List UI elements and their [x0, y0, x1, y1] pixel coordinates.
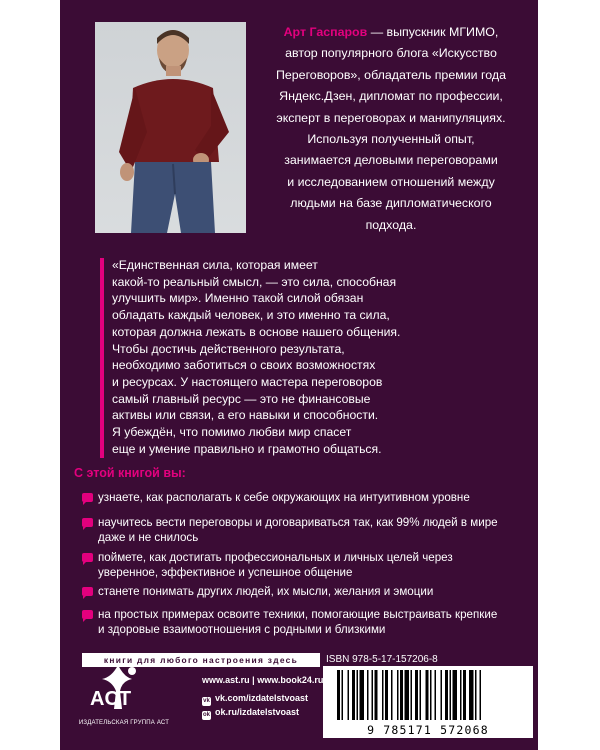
benefit-text: поймете, как достигать профессиональных и личных целей через: [98, 551, 453, 564]
quote-line: еще и умение правильно и грамотно общаться.: [112, 441, 382, 456]
quote-line: «Единственная сила, которая имеет: [112, 258, 318, 272]
bio-line: Используя полученный опыт,: [307, 132, 475, 147]
ok-link[interactable]: ok.ru/izdatelstvoast: [215, 707, 300, 717]
publisher-name: ИЗДАТЕЛЬСКАЯ ГРУППА АСТ: [78, 720, 170, 726]
bio-line: и исследованием отношений между: [287, 174, 495, 189]
author-photo: [95, 22, 246, 233]
speech-bubble-icon: [82, 587, 93, 596]
benefit-text: научитесь вести переговоры и договариваться так, как 99% людей в мире: [98, 516, 498, 529]
speech-bubble-icon: [82, 553, 93, 562]
barcode: [323, 666, 533, 738]
speech-bubble-icon: [82, 518, 93, 527]
bio-line: занимается деловыми переговорами: [284, 153, 498, 168]
websites-link[interactable]: www.ast.ru | www.book24.ru: [202, 675, 324, 685]
quote-line: необходимо заботиться о своих возможностях: [112, 358, 376, 373]
author-quote: [112, 257, 430, 457]
quote-line: которая должна лежать в основе нашего общения.: [112, 324, 401, 339]
ok-icon: ok: [202, 712, 210, 718]
slogan-strip: книги для любого настроения здесь: [82, 653, 320, 667]
quote-accent-bar: [100, 258, 104, 458]
quote-line: какой-то реальный смысл, — это сила, способная: [112, 274, 397, 289]
publisher-logo: [88, 663, 150, 711]
bio-line: подхода.: [365, 217, 417, 232]
barcode-number: 9 785171 572068: [367, 723, 489, 737]
bio-line: Переговоров», обладатель премии года: [275, 67, 507, 82]
quote-line: Чтобы достичь действенного результата,: [112, 341, 345, 356]
act-logo-icon: [88, 663, 150, 711]
benefit-item: [82, 585, 522, 600]
author-bio: [256, 22, 526, 236]
bio-line: автор популярного блога «Искусство: [285, 46, 497, 61]
bio-line: Яндекс.Дзен, дипломат по профессии,: [279, 89, 503, 104]
quote-line: Я убеждён, что помимо любви мир спасет: [112, 425, 352, 440]
benefit-text: узнаете, как располагать к себе окружающих на интуитивном уровне: [98, 491, 470, 504]
vk-link[interactable]: vk.com/izdatelstvoast: [215, 693, 309, 703]
benefit-item: [82, 551, 522, 580]
quote-line: активы или связи, а его навыки и способности.: [112, 408, 379, 423]
benefit-text: уверенное, эффективное и успешное общение: [98, 565, 353, 579]
bio-line: эксперт в переговорах и манипуляциях.: [276, 110, 506, 125]
benefit-text: станете понимать других людей, их мысли, желания и эмоции: [98, 585, 434, 598]
bio-line: — выпускник МГИМО,: [367, 25, 499, 39]
book-back-cover: [60, 0, 538, 750]
vk-icon: vk: [203, 698, 210, 704]
benefit-item: [82, 608, 522, 637]
vk-link-row[interactable]: [202, 692, 323, 706]
benefit-text: на простых примерах освоите техники, помогающие выстраивать крепкие: [98, 608, 498, 621]
benefit-text: даже и не снилось: [98, 530, 199, 544]
barcode-bars: [323, 666, 533, 724]
speech-bubble-icon: [82, 610, 93, 619]
speech-bubble-icon: [82, 493, 93, 502]
quote-line: самый главный ресурс — это не финансовые: [112, 391, 371, 406]
benefit-item: [82, 491, 522, 506]
quote-line: обладать каждый человек, и это именно та сила,: [112, 308, 390, 323]
benefits-title: С этой книгой вы:: [74, 466, 186, 480]
publisher-links: [202, 674, 323, 720]
benefit-text: и здоровые взаимоотношения с родными и близкими: [98, 622, 386, 636]
isbn: ISBN 978-5-17-157206-8: [326, 654, 438, 665]
quote-line: улучшить мир». Именно такой силой обязан: [112, 291, 364, 306]
bio-line: людьми на базе дипломатического: [290, 196, 492, 211]
author-photo-illustration: [95, 22, 246, 233]
ok-link-row[interactable]: [202, 706, 323, 720]
logo-text: ACT: [90, 688, 132, 710]
author-name: Арт Гаспаров: [283, 25, 368, 39]
benefit-item: [82, 516, 522, 545]
quote-line: и ресурсах. У настоящего мастера переговоров: [112, 374, 383, 389]
